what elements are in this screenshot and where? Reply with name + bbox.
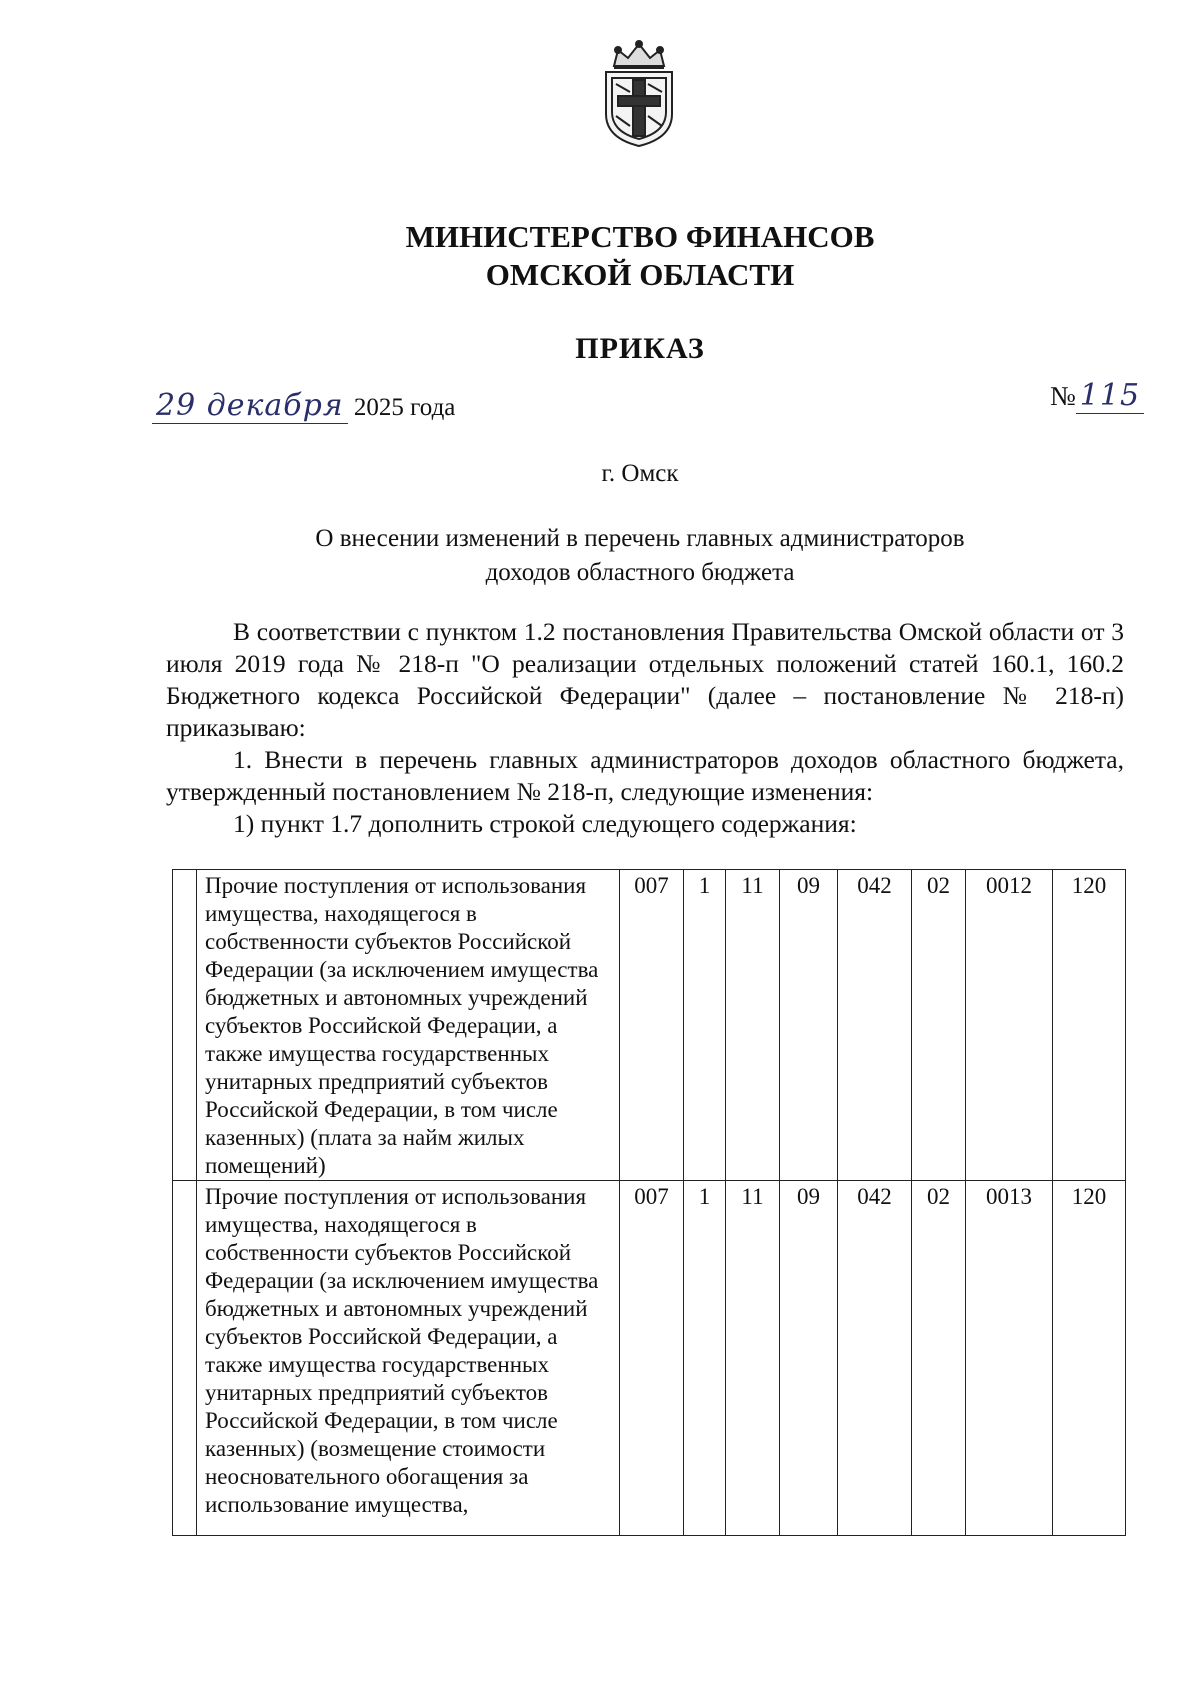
city-line: г. Омск: [601, 460, 679, 487]
code-group-cell: 1: [684, 870, 726, 1181]
code-admin-cell: 007: [620, 1181, 684, 1536]
amendment-table: [172, 869, 1126, 1536]
number-sign: №: [1050, 381, 1076, 411]
document-date: [152, 388, 455, 426]
order-body: [166, 616, 1124, 840]
order-subject: [0, 522, 1200, 590]
code-group-cell: 1: [684, 1181, 726, 1536]
subject-line1: О внесении изменений в перечень главных администраторов: [315, 525, 965, 552]
date-year: 2025 года: [353, 394, 456, 421]
code-article-cell: 09: [780, 870, 838, 1181]
document-number: [1050, 378, 1144, 413]
table-row: [173, 1181, 1126, 1536]
code-subgroup-cell: 11: [726, 1181, 780, 1536]
row-index-cell: [173, 870, 197, 1181]
handwritten-date: 29 декабря: [152, 388, 348, 424]
row-index-cell: [173, 1181, 197, 1536]
handwritten-number: 115: [1076, 378, 1144, 414]
income-description-cell: Прочие поступления от использования имущества, находящегося в собственности субъектов Российской Федерации (за исключением имущества бюджетных и автономных учреждений субъектов Российской Федерации, а также имущества государственных унитарных предприятий субъектов Российской Федерации, в том числе казенных) (плата за найм жилых помещений): [197, 870, 620, 1181]
income-description-cell: Прочие поступления от использования имущества, находящегося в собственности субъектов Российской Федерации (за исключением имущества бюджетных и автономных учреждений субъектов Российской Федерации, а также имущества государственных унитарных предприятий субъектов Российской Федерации, в том числе казенных) (возмещение стоимости неосновательного обогащения за использование имущества,: [197, 1181, 620, 1536]
code-subarticle-cell: 042: [838, 870, 912, 1181]
document-type-title: ПРИКАЗ: [575, 332, 705, 365]
omsk-coat-of-arms-icon: [596, 40, 682, 148]
code-admin-cell: 007: [620, 870, 684, 1181]
code-program-cell: 0013: [966, 1181, 1053, 1536]
code-subarticle-cell: 042: [838, 1181, 912, 1536]
code-economic-cell: 120: [1053, 870, 1126, 1181]
code-program-cell: 0012: [966, 870, 1053, 1181]
code-subgroup-cell: 11: [726, 870, 780, 1181]
body-paragraph-preamble: В соответствии с пунктом 1.2 постановления Правительства Омской области от 3 июля 2019 года № 218-п "О реализации отдельных положений статей 160.1, 160.2 Бюджетного кодекса Российской Федерации" (далее – постановление № 218-п) приказываю:: [166, 617, 1124, 742]
code-element-cell: 02: [912, 1181, 966, 1536]
table-row: [173, 870, 1126, 1181]
code-element-cell: 02: [912, 870, 966, 1181]
body-paragraph-subitem1: 1) пункт 1.7 дополнить строкой следующего содержания:: [233, 809, 857, 838]
code-economic-cell: 120: [1053, 1181, 1126, 1536]
ministry-title-line2: ОМСКОЙ ОБЛАСТИ: [485, 257, 795, 292]
subject-line2: доходов областного бюджета: [485, 559, 795, 586]
ministry-title-line1: МИНИСТЕРСТВО ФИНАНСОВ: [405, 219, 875, 254]
body-paragraph-item1: 1. Внести в перечень главных администраторов доходов областного бюджета, утвержденный постановлением № 218-п, следующие изменения:: [166, 745, 1124, 806]
code-article-cell: 09: [780, 1181, 838, 1536]
